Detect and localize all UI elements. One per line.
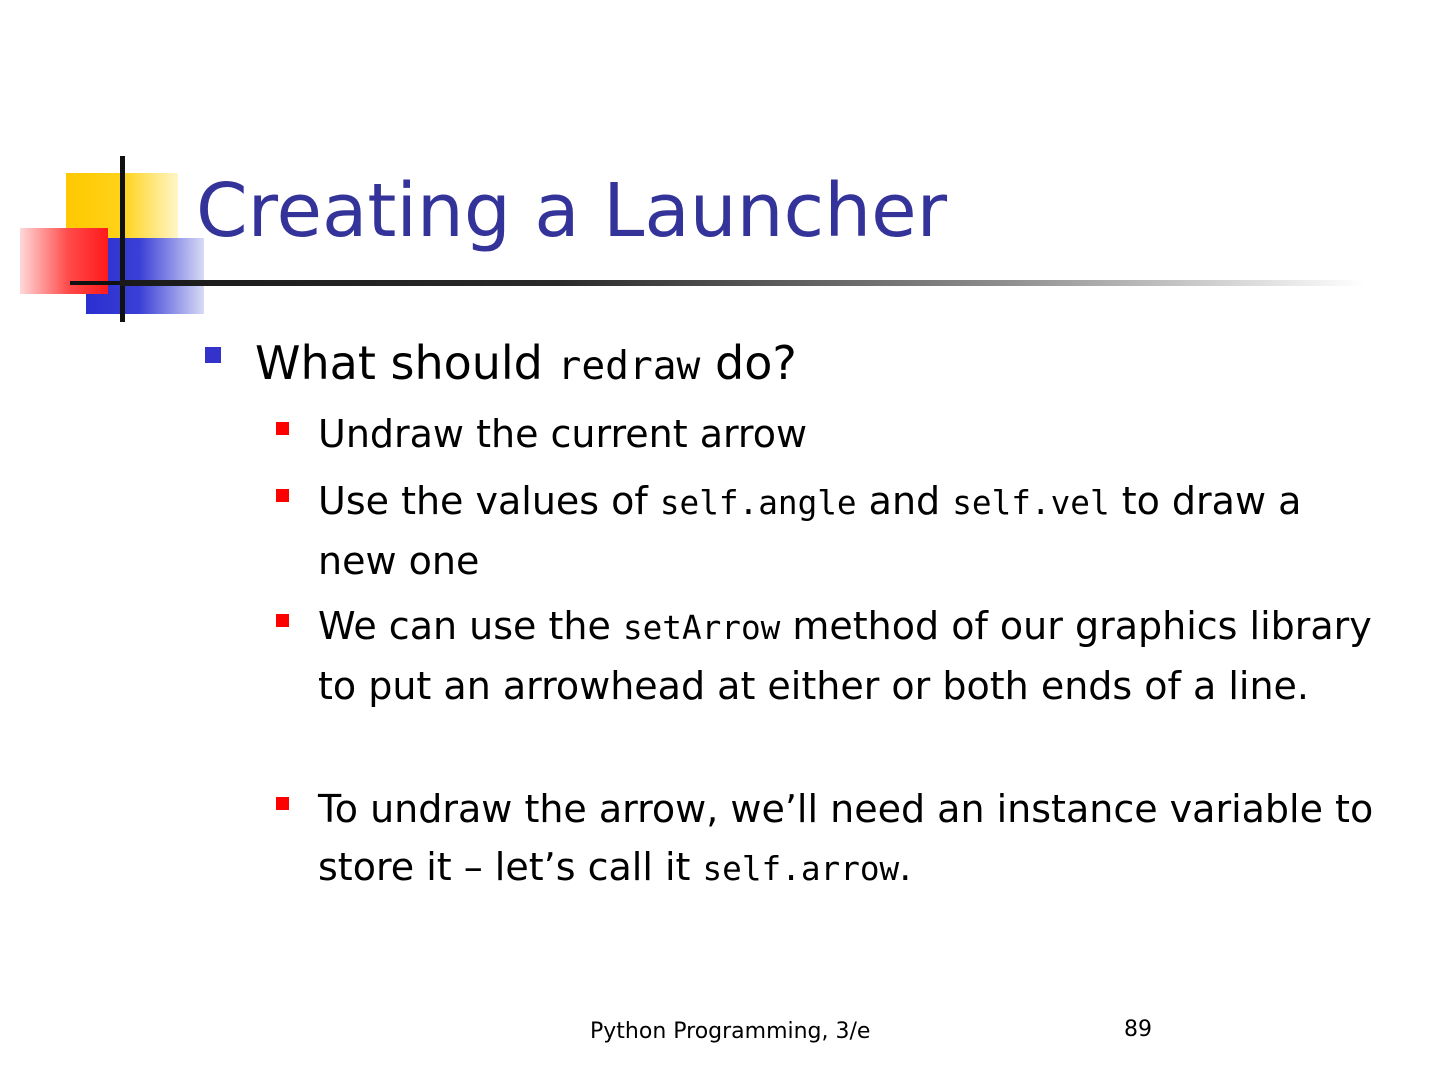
title-underline-rule <box>120 280 1365 286</box>
level1-text-before: What should <box>255 336 558 390</box>
level2-item <box>318 780 1378 898</box>
item-code: setArrow <box>622 609 781 647</box>
footer-page-number: 89 <box>1124 1017 1152 1042</box>
item-text: To undraw the arrow, we’ll need an instance variable to store it – let’s call it <box>318 787 1374 889</box>
item-text: Undraw the current arrow <box>318 412 808 456</box>
footer-book-title: Python Programming, 3/e <box>590 1019 871 1044</box>
item-code: self.arrow <box>702 850 900 888</box>
item-text: . <box>899 845 912 889</box>
item-text: to draw a new one <box>318 479 1302 583</box>
level2-item <box>318 405 1378 463</box>
level2-bullet-icon <box>276 797 289 810</box>
level2-bullet-icon <box>276 422 289 435</box>
logo-vertical-line <box>120 156 125 322</box>
level1-item <box>255 335 797 394</box>
level2-bullet-icon <box>276 489 289 502</box>
level2-item <box>318 472 1378 590</box>
item-code: self.vel <box>952 484 1110 522</box>
level1-text-after: do? <box>700 336 797 390</box>
item-text: method of our graphics library to put an arrowhead at either or both ends of a line. <box>318 604 1372 708</box>
level1-code: redraw <box>557 343 701 389</box>
level2-item <box>318 597 1378 715</box>
item-text: Use the values of <box>318 479 660 523</box>
slide-title: Creating a Launcher <box>196 168 948 254</box>
level1-bullet-icon <box>205 347 221 363</box>
level2-bullet-icon <box>276 614 289 627</box>
item-code: self.angle <box>659 484 857 522</box>
item-text: and <box>856 479 953 523</box>
item-text: We can use the <box>318 604 623 648</box>
